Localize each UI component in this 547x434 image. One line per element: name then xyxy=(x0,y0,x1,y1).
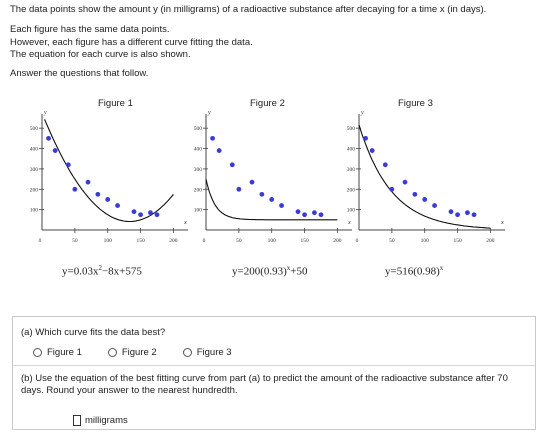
y-tick-label: 500 xyxy=(346,126,355,133)
data-point xyxy=(46,136,51,141)
answer-row xyxy=(73,415,128,426)
y-axis-label: y xyxy=(208,110,211,116)
data-point xyxy=(472,212,477,217)
option-figure-1[interactable] xyxy=(33,347,82,358)
data-point xyxy=(148,210,153,215)
x-tick-label: 100 xyxy=(420,238,429,244)
y-tick-label: 300 xyxy=(193,166,202,173)
data-point xyxy=(389,187,394,192)
eq-3-sup: x xyxy=(439,264,444,272)
data-point xyxy=(422,197,427,202)
eq-3-main: y=516(0.98) xyxy=(385,265,440,278)
x-axis-label: x xyxy=(501,220,504,226)
data-point xyxy=(250,180,255,185)
figure-3-title: Figure 3 xyxy=(398,98,433,109)
eq-2-main: y=200(0.93) xyxy=(232,265,287,278)
y-tick-label: 400 xyxy=(346,146,355,153)
data-point xyxy=(86,180,91,185)
eq-2-rest: +50 xyxy=(290,265,308,278)
x-tick-label: 0 xyxy=(202,238,206,244)
x-tick-label: 100 xyxy=(267,238,276,244)
y-axis-label: y xyxy=(44,110,47,116)
x-tick-label: 0 xyxy=(355,238,359,244)
data-point xyxy=(370,148,375,153)
data-point xyxy=(217,148,222,153)
questions-panel xyxy=(12,316,536,430)
data-point xyxy=(72,187,77,192)
x-tick-label: 0 xyxy=(38,238,42,244)
y-tick-label: 300 xyxy=(346,166,355,173)
data-point xyxy=(138,212,143,217)
intro-line-5: Answer the questions that follow. xyxy=(10,68,149,79)
y-tick-label: 100 xyxy=(29,207,38,214)
figure-3-equation xyxy=(385,264,443,278)
data-point xyxy=(296,209,301,214)
intro-line-2: Each figure has the same data points. xyxy=(10,24,170,35)
data-point xyxy=(230,162,235,167)
option-figure-1-label: Figure 1 xyxy=(47,347,82,358)
option-figure-2[interactable] xyxy=(108,347,157,358)
y-tick-label: 500 xyxy=(193,126,202,133)
x-tick-label: 100 xyxy=(103,238,112,244)
data-point xyxy=(279,203,284,208)
x-axis-label: x xyxy=(184,220,187,226)
eq-1-main: y=0.03x xyxy=(62,265,99,278)
figure-2-title: Figure 2 xyxy=(250,98,285,109)
y-tick-label: 400 xyxy=(193,146,202,153)
data-point xyxy=(319,212,324,217)
data-point xyxy=(449,209,454,214)
y-tick-label: 500 xyxy=(29,126,38,133)
figure-2-svg xyxy=(192,110,352,250)
option-figure-3[interactable] xyxy=(183,347,232,358)
radio-figure-2[interactable] xyxy=(108,348,117,357)
x-tick-label: 200 xyxy=(333,238,342,244)
figure-1-svg xyxy=(28,110,188,250)
y-tick-label: 200 xyxy=(193,187,202,194)
x-tick-label: 50 xyxy=(389,238,395,244)
y-tick-label: 200 xyxy=(346,187,355,194)
x-axis-label: x xyxy=(348,220,351,226)
data-point xyxy=(105,197,110,202)
intro-line-3: However, each figure has a different curve fitting the data. xyxy=(10,37,253,48)
x-tick-label: 150 xyxy=(453,238,462,244)
data-point xyxy=(383,162,388,167)
x-tick-label: 50 xyxy=(72,238,78,244)
figure-2-chart xyxy=(192,110,352,250)
data-point xyxy=(412,192,417,197)
option-figure-3-label: Figure 3 xyxy=(196,347,232,358)
data-point xyxy=(269,197,274,202)
question-divider xyxy=(13,365,535,366)
data-point xyxy=(132,209,137,214)
data-point xyxy=(465,210,470,215)
data-point xyxy=(455,212,460,217)
fit-curve xyxy=(359,125,490,228)
x-tick-label: 150 xyxy=(300,238,309,244)
x-tick-label: 50 xyxy=(236,238,242,244)
data-point xyxy=(115,203,120,208)
data-point xyxy=(155,212,160,217)
data-point xyxy=(302,212,307,217)
x-tick-label: 200 xyxy=(169,238,178,244)
figure-1-chart xyxy=(28,110,188,250)
y-tick-label: 100 xyxy=(346,207,355,214)
data-point xyxy=(53,148,58,153)
answer-unit: milligrams xyxy=(85,415,128,426)
data-point xyxy=(363,136,368,141)
option-figure-2-label: Figure 2 xyxy=(121,347,157,358)
y-tick-label: 300 xyxy=(29,166,38,173)
radio-figure-1[interactable] xyxy=(33,348,42,357)
question-a-options xyxy=(33,347,232,358)
data-point xyxy=(312,210,317,215)
answer-input[interactable] xyxy=(73,415,81,426)
figure-3-svg xyxy=(345,110,505,250)
intro-line-4: The equation for each curve is also shown. xyxy=(10,49,191,60)
data-point xyxy=(236,187,241,192)
eq-1-rest: −8x+575 xyxy=(101,265,142,278)
y-tick-label: 400 xyxy=(29,146,38,153)
radio-figure-3[interactable] xyxy=(183,348,192,357)
y-axis-label: y xyxy=(361,110,364,116)
eq-2-sup: x xyxy=(286,264,291,272)
data-point xyxy=(432,203,437,208)
data-point xyxy=(259,192,264,197)
figure-2-equation xyxy=(232,264,308,278)
question-a-text: (a) Which curve fits the data best? xyxy=(21,327,166,338)
data-point xyxy=(95,192,100,197)
x-tick-label: 200 xyxy=(486,238,495,244)
data-point xyxy=(210,136,215,141)
data-point xyxy=(403,180,408,185)
data-point xyxy=(66,162,71,167)
question-b-text: (b) Use the equation of the best fitting curve from part (a) to predict the amount of the radioactive substance after 70 days. Round your answer to the nearest hundredth. xyxy=(21,373,508,396)
x-tick-label: 150 xyxy=(136,238,145,244)
figure-1-equation xyxy=(62,264,142,278)
y-tick-label: 100 xyxy=(193,207,202,214)
intro-line-1: The data points show the amount y (in milligrams) of a radioactive substance after decaying for a time x (in days). xyxy=(10,4,487,15)
figure-1-title: Figure 1 xyxy=(98,98,133,109)
eq-1-sup: 2 xyxy=(98,264,102,272)
fit-curve xyxy=(45,119,174,221)
figure-3-chart xyxy=(345,110,505,250)
y-tick-label: 200 xyxy=(29,187,38,194)
